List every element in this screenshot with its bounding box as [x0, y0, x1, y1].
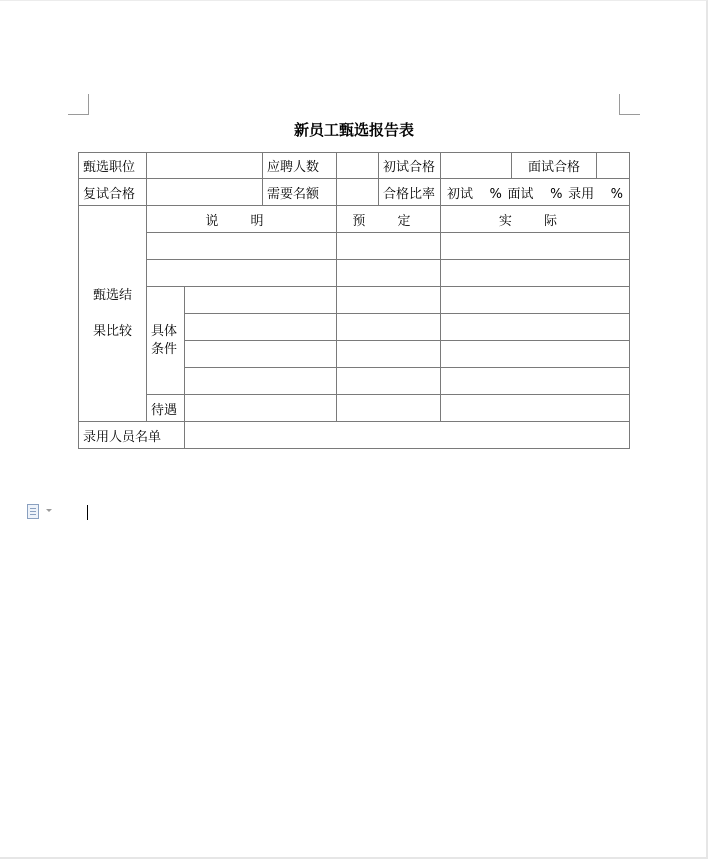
selection-comparison-label-line2: 果比较: [92, 323, 132, 339]
actual-cell[interactable]: [441, 233, 630, 260]
col-actual-header: 实 际: [441, 206, 630, 233]
selection-comparison-label-line1: 甄选结: [92, 287, 132, 303]
specific-conditions-label-line1: 具体: [151, 323, 178, 339]
description-cell[interactable]: [147, 260, 337, 287]
condition-planned-cell[interactable]: [337, 314, 441, 341]
text-cursor: [87, 505, 88, 520]
initial-pass-value-cell[interactable]: [441, 153, 512, 179]
applicants-label: 应聘人数: [263, 153, 337, 179]
treatment-planned-cell[interactable]: [337, 395, 441, 422]
condition-actual-cell[interactable]: [441, 314, 630, 341]
document-options-icon[interactable]: [27, 504, 39, 519]
rate-hire: 录用 %: [568, 186, 623, 202]
condition-planned-cell[interactable]: [337, 368, 441, 395]
pass-rate-values-cell[interactable]: [441, 179, 630, 206]
description-cell[interactable]: [147, 233, 337, 260]
chevron-down-icon[interactable]: [46, 509, 52, 512]
treatment-description-cell[interactable]: [185, 395, 337, 422]
actual-cell[interactable]: [441, 260, 630, 287]
hired-list-label: 录用人员名单: [79, 422, 185, 449]
col-description-header: 说 明: [147, 206, 337, 233]
condition-planned-cell[interactable]: [337, 287, 441, 314]
position-label: 甄选职位: [79, 153, 147, 179]
retest-pass-value-cell[interactable]: [147, 179, 263, 206]
condition-actual-cell[interactable]: [441, 368, 630, 395]
condition-description-cell[interactable]: [185, 314, 337, 341]
rate-initial: 初试 %: [447, 186, 502, 202]
treatment-label: 待遇: [147, 395, 185, 422]
selection-report-table: [78, 152, 630, 449]
applicants-value-cell[interactable]: [337, 153, 379, 179]
condition-description-cell[interactable]: [185, 341, 337, 368]
interview-pass-label: 面试合格: [512, 153, 597, 179]
specific-conditions-label: [147, 287, 185, 395]
required-count-value-cell[interactable]: [337, 179, 379, 206]
planned-cell[interactable]: [337, 233, 441, 260]
margin-corner-top-right: [619, 94, 640, 115]
condition-actual-cell[interactable]: [441, 287, 630, 314]
specific-conditions-label-line2: 条件: [151, 341, 178, 357]
pass-rate-values: [445, 183, 625, 202]
treatment-actual-cell[interactable]: [441, 395, 630, 422]
required-count-label: 需要名额: [263, 179, 337, 206]
retest-pass-label: 复试合格: [79, 179, 147, 206]
condition-planned-cell[interactable]: [337, 341, 441, 368]
pass-rate-label: 合格比率: [379, 179, 441, 206]
selection-comparison-label: [79, 206, 147, 422]
planned-cell[interactable]: [337, 260, 441, 287]
hired-list-value-cell[interactable]: [185, 422, 630, 449]
position-value-cell[interactable]: [147, 153, 263, 179]
document-title: 新员工甄选报告表: [293, 121, 414, 139]
col-planned-header: 预 定: [337, 206, 441, 233]
margin-corner-top-left: [68, 94, 89, 115]
interview-pass-value-cell[interactable]: [597, 153, 630, 179]
rate-interview: 面试 %: [507, 186, 563, 202]
condition-description-cell[interactable]: [185, 287, 337, 314]
condition-description-cell[interactable]: [185, 368, 337, 395]
condition-actual-cell[interactable]: [441, 341, 630, 368]
initial-pass-label: 初试合格: [379, 153, 441, 179]
